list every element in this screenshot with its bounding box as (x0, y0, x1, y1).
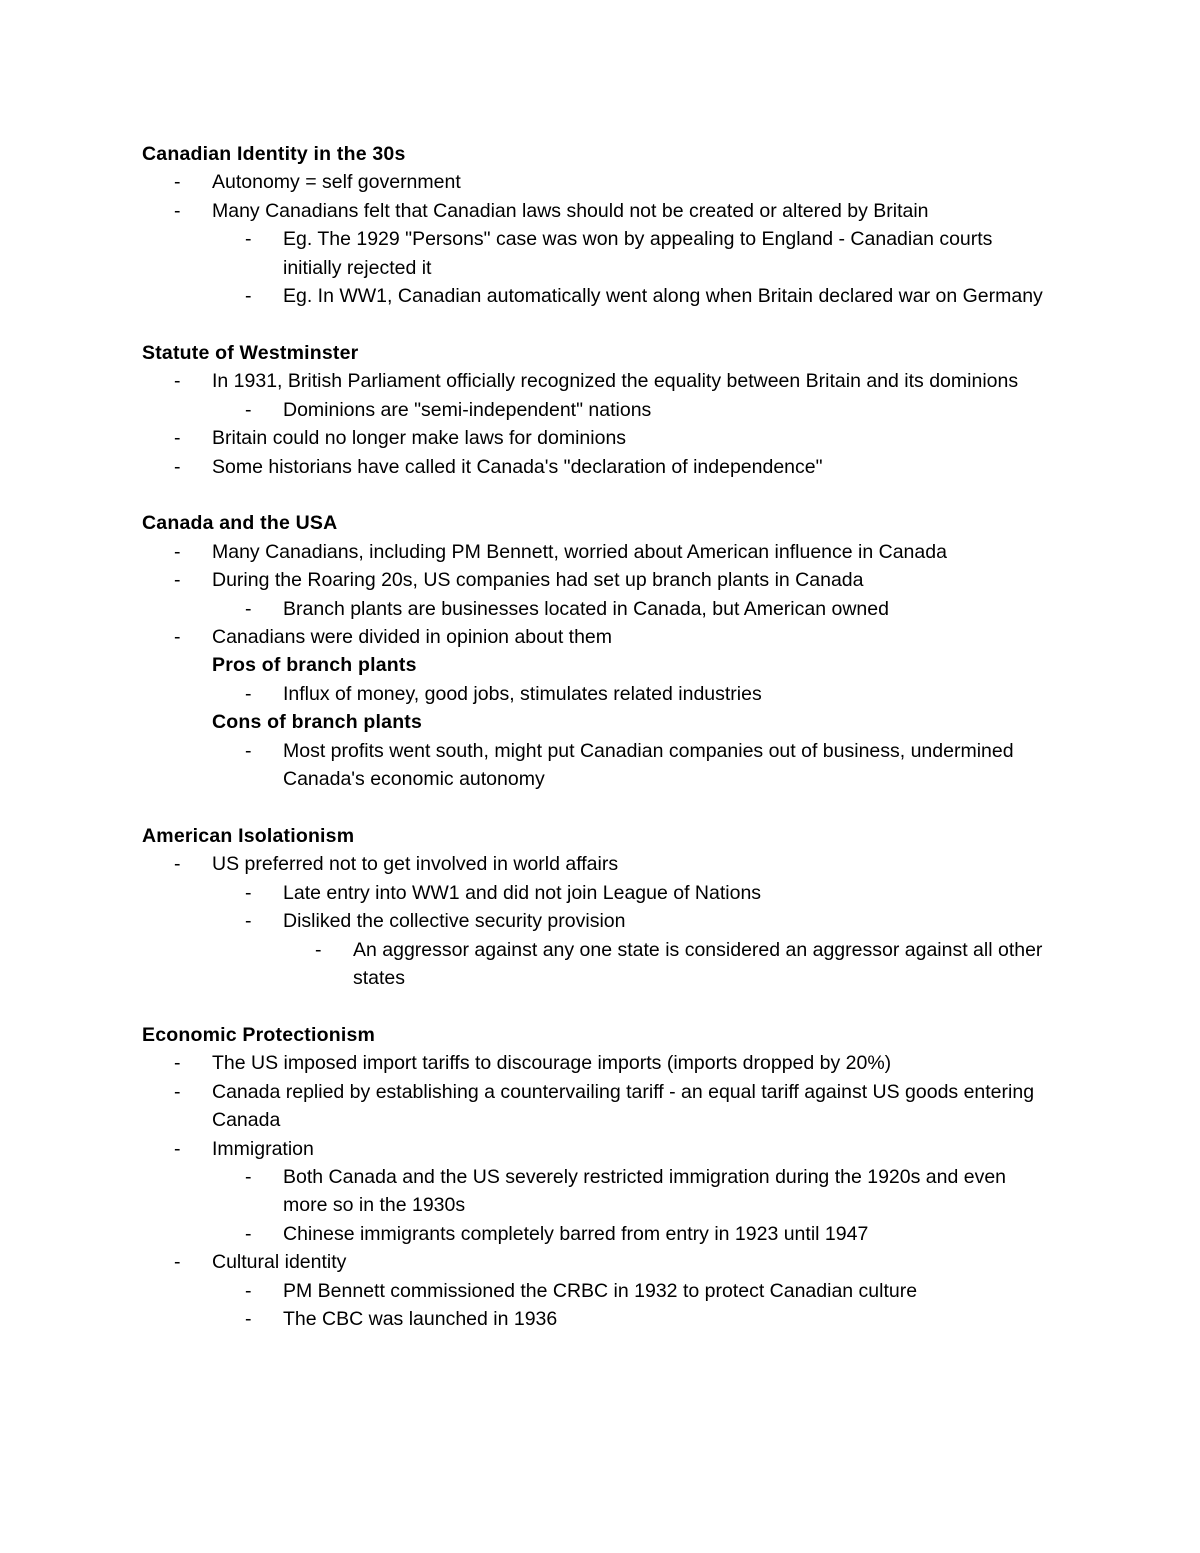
bullet-dash: - (245, 228, 252, 251)
bullet-text: Late entry into WW1 and did not join League of Nations (283, 881, 762, 904)
section-heading: Canadian Identity in the 30s (142, 143, 406, 165)
bullet-text: Eg. The 1929 "Persons" case was won by appealing to England - Canadian courts initially rejected it (283, 228, 993, 279)
bullet-text: PM Bennett commissioned the CRBC in 1932 to protect Canadian culture (283, 1279, 918, 1302)
bullet-item (142, 538, 1052, 566)
bullet-dash: - (245, 910, 252, 933)
document-body (142, 140, 1052, 1362)
sub-bullet-item (142, 1220, 1052, 1248)
sub-bullet-item (142, 1277, 1052, 1305)
bullet-item (142, 1078, 1052, 1135)
bullet-dash: - (174, 455, 181, 478)
bullet-item (142, 623, 1052, 651)
bullet-text: Both Canada and the US severely restricted immigration during the 1920s and even more so in the 1930s (283, 1165, 1007, 1217)
sub-bullet-item (142, 1163, 1052, 1220)
bullet-text: Branch plants are businesses located in Canada, but American owned (283, 597, 889, 620)
bullet-dash: - (245, 1222, 252, 1245)
bullet-text: Many Canadians felt that Canadian laws should not be created or altered by Britain (212, 199, 929, 222)
bullet-dash: - (174, 569, 181, 592)
bullet-text: An aggressor against any one state is considered an aggressor against all other states (353, 938, 1043, 989)
bullet-text: Some historians have called it Canada's "declaration of independence" (212, 455, 823, 478)
bullet-text: The CBC was launched in 1936 (283, 1307, 558, 1330)
bullet-text: Influx of money, good jobs, stimulates related industries (283, 682, 762, 705)
bullet-dash: - (245, 1279, 252, 1302)
bullet-dash: - (245, 682, 252, 705)
bullet-item (142, 850, 1052, 878)
section-heading: Economic Protectionism (142, 1023, 376, 1046)
subheading-pros: Pros of branch plants (212, 654, 417, 677)
bullet-dash: - (315, 938, 322, 961)
bullet-dash: - (245, 1307, 252, 1330)
bullet-dash: - (174, 171, 181, 194)
bullet-text: In 1931, British Parliament officially recognized the equality between Britain and its dominions (212, 370, 1019, 393)
section-heading: American Isolationism (142, 824, 355, 847)
bullet-item (142, 197, 1052, 225)
subheading-cons: Cons of branch plants (212, 711, 423, 734)
bullet-dash: - (245, 881, 252, 904)
bullet-dash: - (174, 1052, 181, 1075)
bullet-text: Many Canadians, including PM Bennett, worried about American influence in Canada (212, 540, 947, 563)
bullet-text: Eg. In WW1, Canadian automatically went along when Britain declared war on Germany (283, 285, 1043, 308)
sub-bullet-item (142, 282, 1052, 310)
bullet-text: The US imposed import tariffs to discourage imports (imports dropped by 20%) (212, 1052, 892, 1075)
bullet-item (142, 453, 1052, 481)
bullet-text: Disliked the collective security provision (283, 910, 626, 933)
bullet-dash: - (245, 398, 252, 421)
sub-bullet-item (142, 225, 1052, 282)
sub-bullet-item (142, 907, 1052, 935)
bullet-dash: - (174, 199, 181, 222)
bullet-dash: - (174, 540, 181, 563)
sub-sub-bullet-item (142, 936, 1052, 993)
bullet-text: Immigration (212, 1137, 314, 1160)
section-canada-and-usa (142, 509, 1052, 793)
section-economic-protectionism (142, 1021, 1052, 1333)
bullet-dash: - (174, 853, 181, 876)
section-heading: Statute of Westminster (142, 341, 359, 364)
bullet-text: Canadians were divided in opinion about them (212, 626, 613, 649)
bullet-text: Canada replied by establishing a countervailing tariff - an equal tariff against US goods entering Canada (212, 1080, 1035, 1132)
section-heading: Canada and the USA (142, 512, 338, 535)
section-canadian-identity (142, 140, 1052, 310)
bullet-item (142, 367, 1052, 395)
bullet-text: Dominions are "semi-independent" nations (283, 398, 652, 421)
bullet-item (142, 1135, 1052, 1163)
sub-bullet-item (142, 737, 1052, 794)
bullet-dash: - (174, 1251, 181, 1274)
bullet-text: Britain could no longer make laws for dominions (212, 427, 627, 450)
sub-bullet-item (142, 879, 1052, 907)
bullet-item (142, 168, 1052, 196)
sub-bullet-item (142, 680, 1052, 708)
bullet-dash: - (174, 626, 181, 649)
section-statute-of-westminster (142, 339, 1052, 481)
sub-bullet-item (142, 595, 1052, 623)
bullet-text: US preferred not to get involved in world affairs (212, 853, 619, 876)
bullet-text: Most profits went south, might put Canadian companies out of business, undermined Canada's economic autonomy (283, 739, 1014, 791)
bullet-dash: - (174, 370, 181, 393)
bullet-text: During the Roaring 20s, US companies had set up branch plants in Canada (212, 569, 864, 592)
section-american-isolationism (142, 822, 1052, 992)
bullet-text: Chinese immigrants completely barred from entry in 1923 until 1947 (283, 1222, 869, 1245)
sub-bullet-item (142, 396, 1052, 424)
bullet-dash: - (245, 597, 252, 620)
sub-bullet-item (142, 1305, 1052, 1333)
bullet-dash: - (174, 1137, 181, 1160)
bullet-item (142, 1049, 1052, 1077)
bullet-dash: - (174, 427, 181, 450)
bullet-dash: - (245, 285, 252, 308)
bullet-dash: - (174, 1080, 181, 1103)
bullet-text: Autonomy = self government (212, 171, 461, 194)
bullet-item (142, 1248, 1052, 1276)
bullet-dash: - (245, 1165, 252, 1188)
bullet-item (142, 424, 1052, 452)
bullet-item (142, 566, 1052, 594)
bullet-dash: - (245, 739, 252, 762)
bullet-text: Cultural identity (212, 1251, 347, 1274)
